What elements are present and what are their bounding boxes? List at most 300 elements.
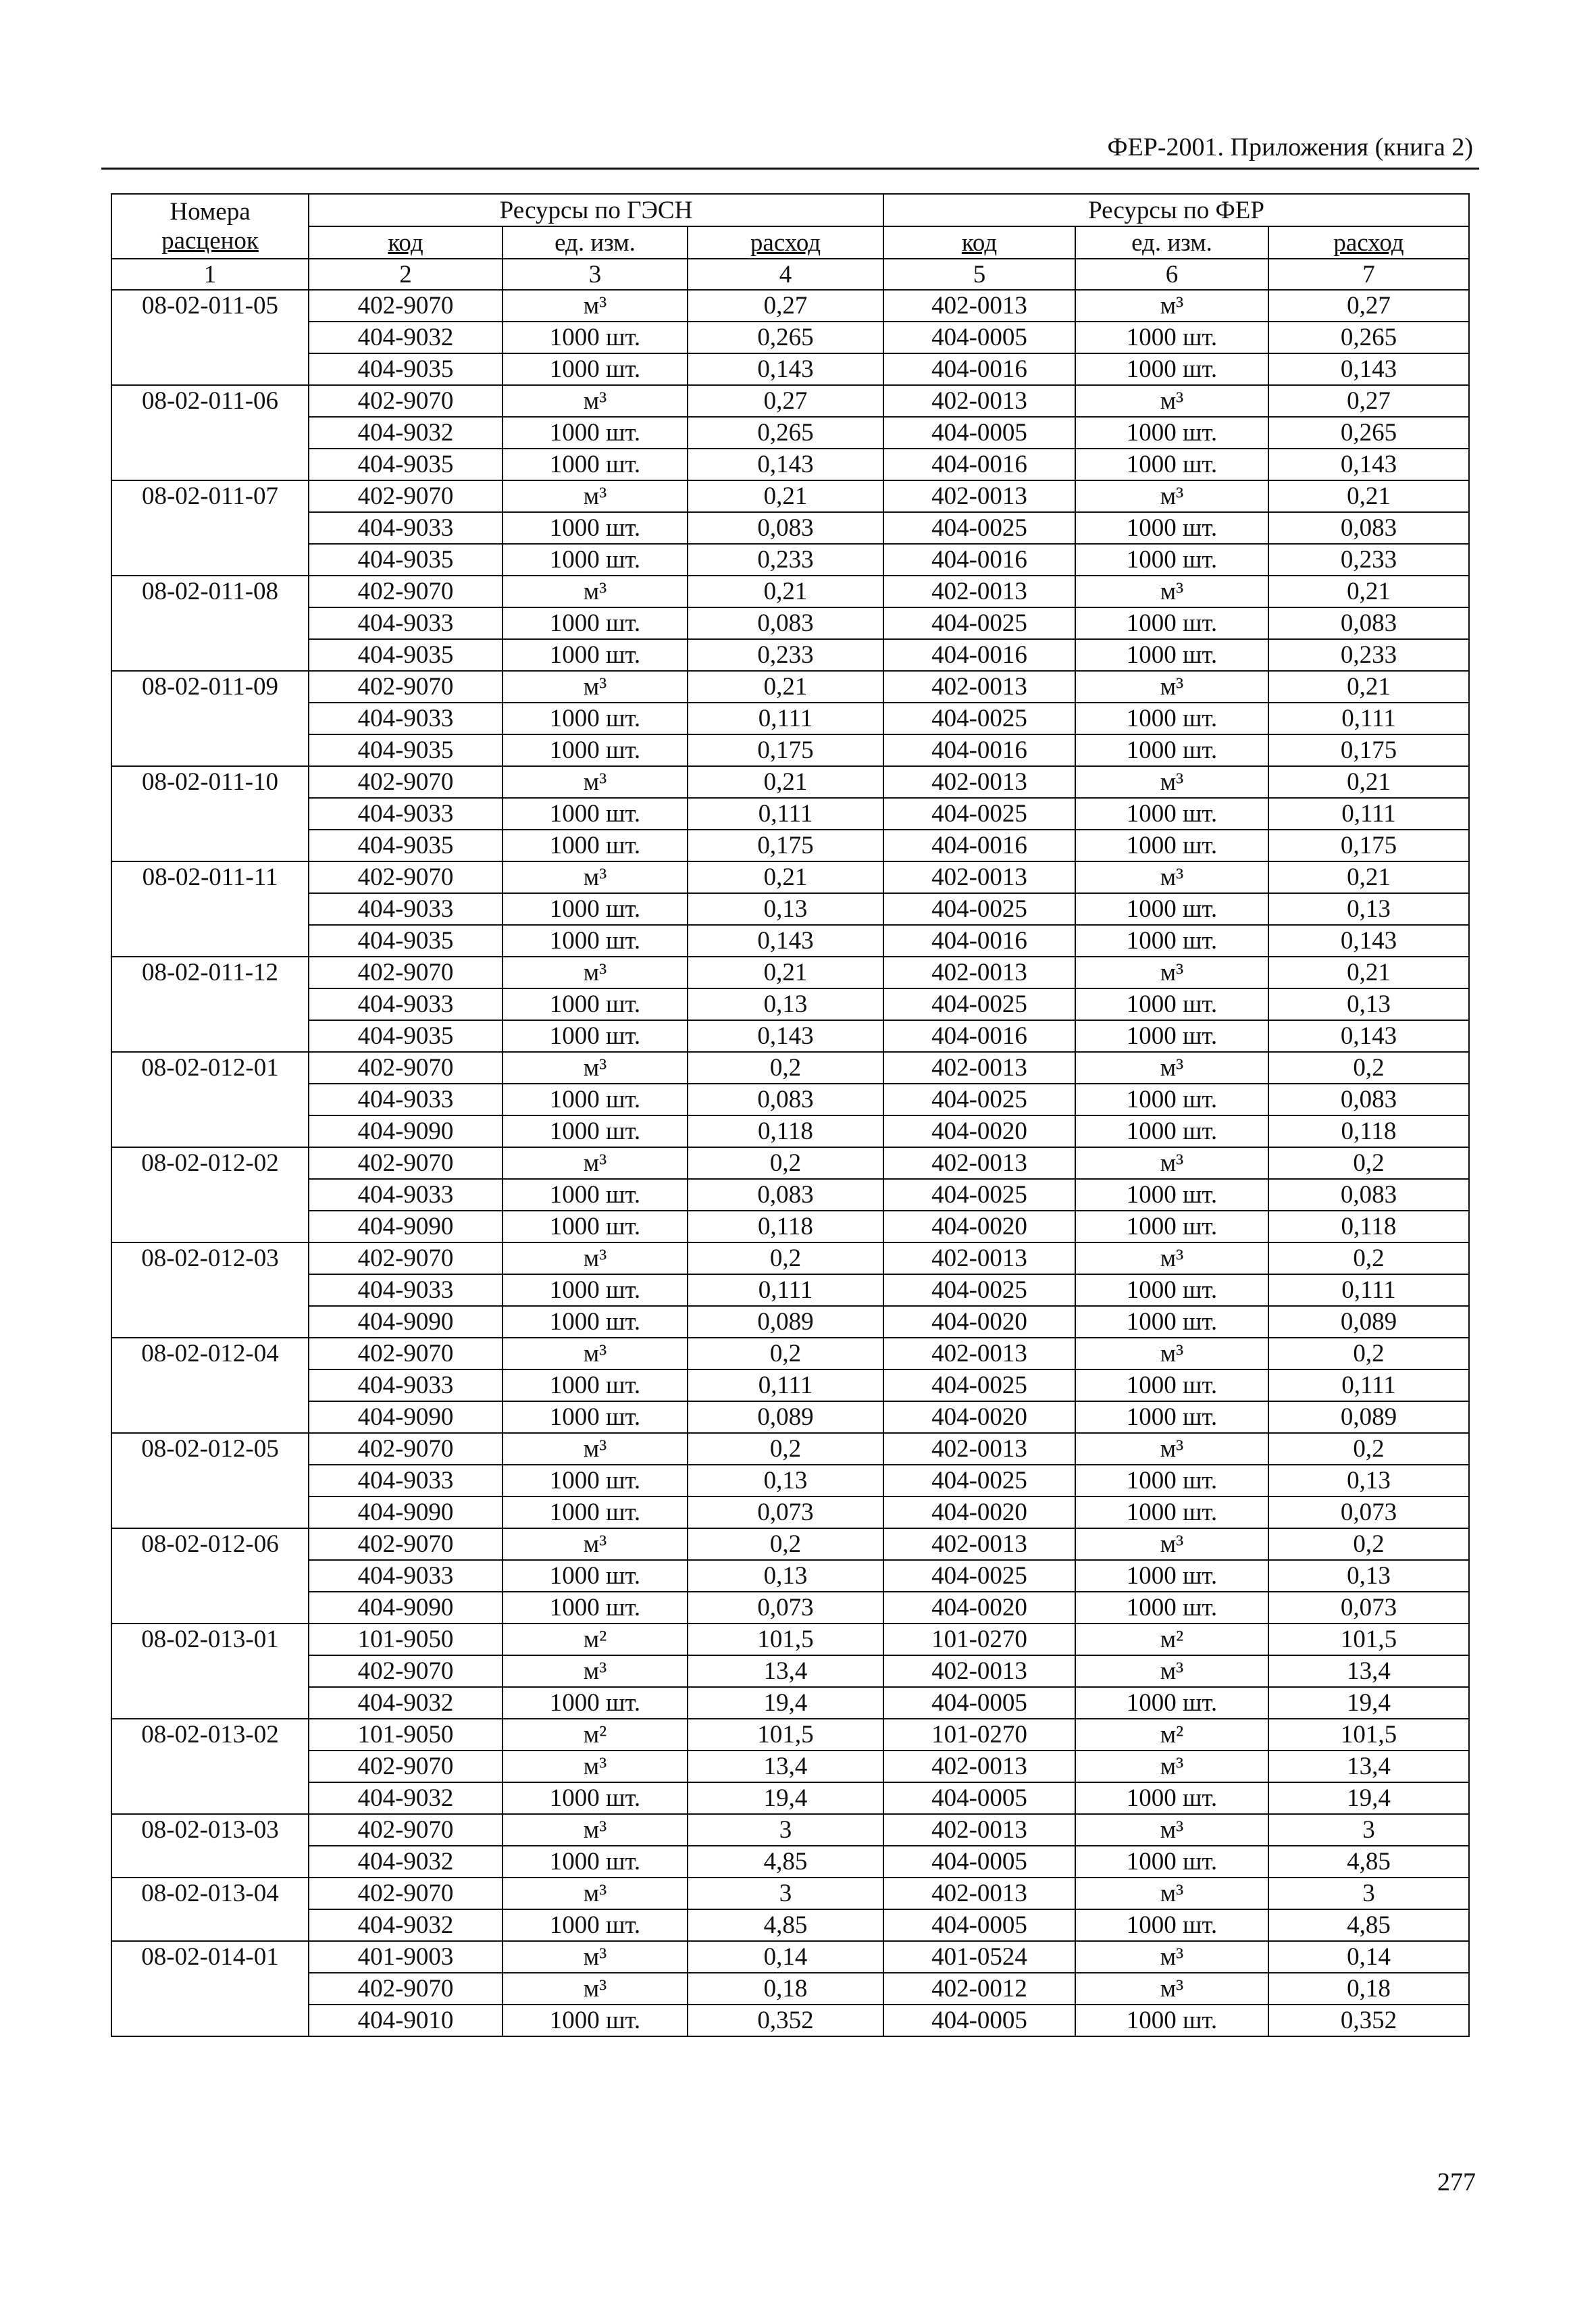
fer-amount-cell: 0,083 [1268, 1179, 1469, 1211]
fer-amount-cell: 0,13 [1268, 988, 1469, 1020]
gesn-amount-cell: 0,233 [688, 544, 883, 576]
gesn-code-cell: 402-9070 [309, 1655, 503, 1687]
gesn-code-cell: 404-9033 [309, 988, 503, 1020]
fer-unit-cell: 1000 шт. [1075, 2005, 1268, 2036]
gesn-unit-cell: 1000 шт. [503, 1306, 688, 1338]
table-row [111, 1592, 1469, 1624]
fer-amount-cell: 0,073 [1268, 1496, 1469, 1528]
gesn-code-cell: 404-9032 [309, 1846, 503, 1878]
fer-amount-cell: 19,4 [1268, 1687, 1469, 1719]
gesn-code-cell: 101-9050 [309, 1719, 503, 1751]
column-number: 2 [309, 259, 503, 290]
rate-number-cell: 08-02-013-01 [111, 1624, 309, 1719]
fer-amount-cell: 0,089 [1268, 1306, 1469, 1338]
fer-code-cell: 404-0016 [883, 639, 1075, 671]
fer-unit-cell: 1000 шт. [1075, 449, 1268, 480]
table-row [111, 925, 1469, 957]
fer-amount-cell: 0,233 [1268, 544, 1469, 576]
gesn-unit-cell: м³ [503, 1528, 688, 1560]
gesn-amount-cell: 19,4 [688, 1687, 883, 1719]
gesn-amount-cell: 13,4 [688, 1655, 883, 1687]
fer-unit-cell: 1000 шт. [1075, 353, 1268, 385]
fer-code-cell: 404-0020 [883, 1592, 1075, 1624]
gesn-code-cell: 402-9070 [309, 766, 503, 798]
fer-code-cell: 404-0025 [883, 988, 1075, 1020]
rate-number-cell: 08-02-012-03 [111, 1242, 309, 1338]
table-row [111, 2005, 1469, 2036]
gesn-unit-cell: м³ [503, 766, 688, 798]
gesn-code-cell: 404-9090 [309, 1496, 503, 1528]
gesn-code-cell: 101-9050 [309, 1624, 503, 1655]
gesn-code-cell: 404-9033 [309, 798, 503, 830]
fer-code-cell: 402-0013 [883, 290, 1075, 322]
rate-number-cell: 08-02-011-09 [111, 671, 309, 766]
gesn-code-cell: 404-9090 [309, 1115, 503, 1147]
fer-amount-cell: 0,21 [1268, 576, 1469, 607]
fer-unit-cell: 1000 шт. [1075, 1687, 1268, 1719]
gesn-unit-cell: 1000 шт. [503, 1909, 688, 1941]
gesn-code-cell: 402-9070 [309, 576, 503, 607]
fer-code-cell: 404-0016 [883, 449, 1075, 480]
fer-unit-cell: 1000 шт. [1075, 1592, 1268, 1624]
fer-amount-cell: 101,5 [1268, 1719, 1469, 1751]
table-row [111, 417, 1469, 449]
gesn-unit-cell: м³ [503, 1751, 688, 1782]
fer-unit-cell: 1000 шт. [1075, 830, 1268, 861]
resources-table [111, 193, 1470, 2037]
fer-code-cell: 402-0013 [883, 1242, 1075, 1274]
gesn-amount-cell: 0,21 [688, 861, 883, 893]
rate-number-cell: 08-02-013-04 [111, 1878, 309, 1941]
gesn-code-cell: 402-9070 [309, 1528, 503, 1560]
column-number: 4 [688, 259, 883, 290]
fer-amount-cell: 0,2 [1268, 1338, 1469, 1369]
fer-code-cell: 404-0025 [883, 607, 1075, 639]
fer-unit-cell: м³ [1075, 1242, 1268, 1274]
fer-unit-cell: м³ [1075, 766, 1268, 798]
header-row-numbers [111, 259, 1469, 290]
gesn-code-cell: 402-9070 [309, 1751, 503, 1782]
gesn-unit-cell: 1000 шт. [503, 1496, 688, 1528]
fer-code-cell: 404-0020 [883, 1211, 1075, 1242]
table-row [111, 449, 1469, 480]
gesn-code-cell: 402-9070 [309, 290, 503, 322]
table-row [111, 544, 1469, 576]
gesn-code-cell: 404-9033 [309, 607, 503, 639]
table-row [111, 1909, 1469, 1941]
fer-unit-cell: м³ [1075, 1941, 1268, 1973]
fer-code-cell: 404-0005 [883, 1846, 1075, 1878]
fer-amount-cell: 3 [1268, 1814, 1469, 1846]
fer-code-cell: 402-0013 [883, 1655, 1075, 1687]
fer-code-cell: 101-0270 [883, 1719, 1075, 1751]
table-row [111, 353, 1469, 385]
gesn-code-cell: 402-9070 [309, 385, 503, 417]
fer-code-cell: 402-0013 [883, 1878, 1075, 1909]
gesn-unit-cell: 1000 шт. [503, 512, 688, 544]
gesn-unit-cell: м³ [503, 1242, 688, 1274]
table-row [111, 1465, 1469, 1496]
gesn-unit-cell: 1000 шт. [503, 1179, 688, 1211]
fer-amount-cell: 0,089 [1268, 1401, 1469, 1433]
fer-unit-cell: м³ [1075, 1973, 1268, 2005]
fer-unit-cell: м³ [1075, 1052, 1268, 1084]
gesn-code-cell: 404-9090 [309, 1306, 503, 1338]
fer-unit-cell: 1000 шт. [1075, 544, 1268, 576]
fer-amount-cell: 0,2 [1268, 1242, 1469, 1274]
fer-unit-cell: 1000 шт. [1075, 322, 1268, 353]
table-row [111, 1528, 1469, 1560]
gesn-code-cell: 404-9032 [309, 1909, 503, 1941]
gesn-unit-cell: м² [503, 1624, 688, 1655]
gesn-unit-cell: м³ [503, 861, 688, 893]
fer-code-cell: 404-0005 [883, 322, 1075, 353]
fer-amount-cell: 0,18 [1268, 1973, 1469, 2005]
fer-amount-cell: 0,143 [1268, 1020, 1469, 1052]
gesn-unit-cell: м³ [503, 1338, 688, 1369]
gesn-amount-cell: 13,4 [688, 1751, 883, 1782]
fer-unit-cell: 1000 шт. [1075, 512, 1268, 544]
gesn-amount-cell: 0,111 [688, 703, 883, 734]
fer-unit-cell: м² [1075, 1719, 1268, 1751]
column-number: 1 [111, 259, 309, 290]
fer-amount-cell: 0,21 [1268, 766, 1469, 798]
table-row [111, 1433, 1469, 1465]
rate-number-cell: 08-02-011-11 [111, 861, 309, 957]
table-row [111, 1211, 1469, 1242]
gesn-amount-cell: 0,083 [688, 512, 883, 544]
fer-amount-cell: 0,111 [1268, 798, 1469, 830]
header-fer-unit: ед. изм. [1075, 226, 1268, 259]
fer-code-cell: 404-0020 [883, 1496, 1075, 1528]
gesn-unit-cell: 1000 шт. [503, 607, 688, 639]
gesn-unit-cell: 1000 шт. [503, 1782, 688, 1814]
gesn-code-cell: 404-9033 [309, 1560, 503, 1592]
gesn-amount-cell: 0,111 [688, 798, 883, 830]
gesn-code-cell: 404-9035 [309, 830, 503, 861]
table-row [111, 1242, 1469, 1274]
fer-unit-cell: м³ [1075, 1751, 1268, 1782]
table-row [111, 385, 1469, 417]
fer-amount-cell: 0,2 [1268, 1052, 1469, 1084]
fer-code-cell: 404-0005 [883, 1782, 1075, 1814]
fer-code-cell: 402-0013 [883, 1338, 1075, 1369]
gesn-code-cell: 404-9035 [309, 353, 503, 385]
gesn-unit-cell: 1000 шт. [503, 1846, 688, 1878]
fer-code-cell: 402-0013 [883, 861, 1075, 893]
gesn-amount-cell: 0,2 [688, 1528, 883, 1560]
table-row [111, 1941, 1469, 1973]
gesn-unit-cell: 1000 шт. [503, 1211, 688, 1242]
table-row [111, 861, 1469, 893]
gesn-amount-cell: 0,21 [688, 480, 883, 512]
fer-unit-cell: 1000 шт. [1075, 893, 1268, 925]
fer-amount-cell: 101,5 [1268, 1624, 1469, 1655]
table-row [111, 1179, 1469, 1211]
fer-code-cell: 404-0005 [883, 1687, 1075, 1719]
table-row [111, 671, 1469, 703]
gesn-code-cell: 402-9070 [309, 1814, 503, 1846]
fer-unit-cell: 1000 шт. [1075, 1401, 1268, 1433]
table-row [111, 1274, 1469, 1306]
fer-unit-cell: 1000 шт. [1075, 798, 1268, 830]
fer-amount-cell: 0,175 [1268, 830, 1469, 861]
rate-number-cell: 08-02-012-05 [111, 1433, 309, 1528]
fer-amount-cell: 0,143 [1268, 449, 1469, 480]
fer-unit-cell: 1000 шт. [1075, 1465, 1268, 1496]
fer-code-cell: 404-0025 [883, 703, 1075, 734]
gesn-amount-cell: 0,175 [688, 830, 883, 861]
fer-code-cell: 404-0025 [883, 798, 1075, 830]
fer-code-cell: 404-0005 [883, 417, 1075, 449]
gesn-unit-cell: м³ [503, 576, 688, 607]
table-body [111, 290, 1469, 2036]
fer-amount-cell: 0,118 [1268, 1115, 1469, 1147]
gesn-amount-cell: 0,14 [688, 1941, 883, 1973]
fer-unit-cell: 1000 шт. [1075, 703, 1268, 734]
gesn-unit-cell: м³ [503, 290, 688, 322]
gesn-unit-cell: 1000 шт. [503, 798, 688, 830]
table-row [111, 830, 1469, 861]
fer-amount-cell: 0,27 [1268, 290, 1469, 322]
gesn-unit-cell: 1000 шт. [503, 1115, 688, 1147]
gesn-unit-cell: м³ [503, 1941, 688, 1973]
gesn-amount-cell: 0,089 [688, 1401, 883, 1433]
gesn-amount-cell: 0,2 [688, 1338, 883, 1369]
gesn-code-cell: 404-9035 [309, 544, 503, 576]
page-header-title: ФЕР-2001. Приложения (книга 2) [1107, 133, 1473, 161]
fer-amount-cell: 0,21 [1268, 957, 1469, 988]
fer-unit-cell: 1000 шт. [1075, 988, 1268, 1020]
gesn-amount-cell: 0,2 [688, 1052, 883, 1084]
fer-amount-cell: 13,4 [1268, 1751, 1469, 1782]
fer-code-cell: 402-0012 [883, 1973, 1075, 2005]
rate-number-cell: 08-02-011-12 [111, 957, 309, 1052]
header-gesn-code: код [309, 226, 503, 259]
table-row [111, 512, 1469, 544]
fer-amount-cell: 0,118 [1268, 1211, 1469, 1242]
gesn-code-cell: 404-9035 [309, 1020, 503, 1052]
header-row-columns [111, 226, 1469, 259]
fer-unit-cell: м³ [1075, 1147, 1268, 1179]
gesn-code-cell: 404-9033 [309, 1274, 503, 1306]
fer-code-cell: 402-0013 [883, 385, 1075, 417]
fer-amount-cell: 0,083 [1268, 512, 1469, 544]
fer-unit-cell: 1000 шт. [1075, 1909, 1268, 1941]
table-row [111, 1687, 1469, 1719]
fer-code-cell: 404-0016 [883, 925, 1075, 957]
gesn-unit-cell: 1000 шт. [503, 1020, 688, 1052]
fer-code-cell: 404-0016 [883, 544, 1075, 576]
fer-code-cell: 402-0013 [883, 1433, 1075, 1465]
gesn-unit-cell: м³ [503, 1433, 688, 1465]
fer-code-cell: 404-0016 [883, 353, 1075, 385]
header-gesn-amount: расход [688, 226, 883, 259]
fer-unit-cell: м³ [1075, 1528, 1268, 1560]
gesn-amount-cell: 0,18 [688, 1973, 883, 2005]
fer-unit-cell: 1000 шт. [1075, 1846, 1268, 1878]
table-row [111, 1496, 1469, 1528]
rate-number-cell: 08-02-012-06 [111, 1528, 309, 1624]
gesn-amount-cell: 101,5 [688, 1719, 883, 1751]
fer-code-cell: 402-0013 [883, 1528, 1075, 1560]
fer-code-cell: 404-0025 [883, 1179, 1075, 1211]
gesn-amount-cell: 0,2 [688, 1147, 883, 1179]
gesn-code-cell: 402-9070 [309, 1878, 503, 1909]
fer-code-cell: 404-0016 [883, 830, 1075, 861]
table-row [111, 576, 1469, 607]
fer-code-cell: 402-0013 [883, 957, 1075, 988]
fer-amount-cell: 0,352 [1268, 2005, 1469, 2036]
table-row [111, 322, 1469, 353]
gesn-code-cell: 404-9035 [309, 925, 503, 957]
gesn-code-cell: 404-9033 [309, 703, 503, 734]
table-row [111, 1084, 1469, 1115]
fer-amount-cell: 0,14 [1268, 1941, 1469, 1973]
page-number: 277 [1437, 2168, 1476, 2196]
rate-number-cell: 08-02-011-05 [111, 290, 309, 385]
fer-code-cell: 404-0025 [883, 893, 1075, 925]
fer-amount-cell: 0,083 [1268, 1084, 1469, 1115]
fer-code-cell: 402-0013 [883, 576, 1075, 607]
table-row [111, 1878, 1469, 1909]
table-row [111, 290, 1469, 322]
gesn-unit-cell: 1000 шт. [503, 1465, 688, 1496]
fer-unit-cell: 1000 шт. [1075, 1274, 1268, 1306]
gesn-code-cell: 402-9070 [309, 1242, 503, 1274]
rate-number-cell: 08-02-013-03 [111, 1814, 309, 1878]
gesn-amount-cell: 19,4 [688, 1782, 883, 1814]
gesn-amount-cell: 0,13 [688, 893, 883, 925]
gesn-unit-cell: 1000 шт. [503, 1084, 688, 1115]
gesn-unit-cell: 1000 шт. [503, 734, 688, 766]
fer-amount-cell: 0,2 [1268, 1147, 1469, 1179]
rate-number-cell: 08-02-011-10 [111, 766, 309, 861]
table-row [111, 1115, 1469, 1147]
fer-unit-cell: 1000 шт. [1075, 734, 1268, 766]
gesn-unit-cell: м³ [503, 385, 688, 417]
fer-amount-cell: 0,111 [1268, 1274, 1469, 1306]
fer-unit-cell: м³ [1075, 385, 1268, 417]
table-row [111, 893, 1469, 925]
rate-number-cell: 08-02-012-02 [111, 1147, 309, 1242]
gesn-unit-cell: 1000 шт. [503, 353, 688, 385]
rate-number-cell: 08-02-011-07 [111, 480, 309, 576]
table-row [111, 639, 1469, 671]
gesn-code-cell: 402-9070 [309, 1052, 503, 1084]
column-number: 3 [503, 259, 688, 290]
gesn-code-cell: 404-9032 [309, 1782, 503, 1814]
fer-code-cell: 404-0005 [883, 1909, 1075, 1941]
fer-amount-cell: 0,175 [1268, 734, 1469, 766]
fer-amount-cell: 3 [1268, 1878, 1469, 1909]
fer-amount-cell: 0,111 [1268, 703, 1469, 734]
gesn-amount-cell: 0,111 [688, 1369, 883, 1401]
gesn-code-cell: 402-9070 [309, 1433, 503, 1465]
gesn-code-cell: 402-9070 [309, 1973, 503, 2005]
gesn-code-cell: 404-9033 [309, 1084, 503, 1115]
header-gesn-unit: ед. изм. [503, 226, 688, 259]
gesn-unit-cell: м³ [503, 1973, 688, 2005]
gesn-unit-cell: 1000 шт. [503, 1560, 688, 1592]
rate-number-cell: 08-02-013-02 [111, 1719, 309, 1814]
table-row [111, 1369, 1469, 1401]
gesn-unit-cell: м³ [503, 957, 688, 988]
header-fer-amount: расход [1268, 226, 1469, 259]
fer-code-cell: 404-0016 [883, 734, 1075, 766]
fer-unit-cell: м³ [1075, 861, 1268, 893]
fer-amount-cell: 0,27 [1268, 385, 1469, 417]
table-row [111, 1338, 1469, 1369]
fer-code-cell: 402-0013 [883, 1147, 1075, 1179]
gesn-amount-cell: 0,265 [688, 417, 883, 449]
gesn-code-cell: 404-9033 [309, 1465, 503, 1496]
table-row [111, 1846, 1469, 1878]
fer-amount-cell: 0,21 [1268, 671, 1469, 703]
gesn-unit-cell: 1000 шт. [503, 1687, 688, 1719]
fer-unit-cell: 1000 шт. [1075, 1020, 1268, 1052]
header-rate-numbers [111, 194, 309, 259]
gesn-code-cell: 402-9070 [309, 671, 503, 703]
gesn-amount-cell: 0,13 [688, 1560, 883, 1592]
fer-unit-cell: м³ [1075, 1655, 1268, 1687]
gesn-unit-cell: м³ [503, 1878, 688, 1909]
table-row [111, 1655, 1469, 1687]
fer-unit-cell: 1000 шт. [1075, 1782, 1268, 1814]
gesn-unit-cell: 1000 шт. [503, 1274, 688, 1306]
rate-number-cell: 08-02-011-06 [111, 385, 309, 480]
table-row [111, 1147, 1469, 1179]
gesn-amount-cell: 0,21 [688, 671, 883, 703]
gesn-unit-cell: м³ [503, 1052, 688, 1084]
gesn-code-cell: 404-9032 [309, 1687, 503, 1719]
fer-unit-cell: 1000 шт. [1075, 1306, 1268, 1338]
fer-amount-cell: 0,143 [1268, 925, 1469, 957]
fer-unit-cell: м³ [1075, 290, 1268, 322]
header-rate-numbers-line2: расценок [161, 227, 259, 255]
fer-code-cell: 402-0013 [883, 480, 1075, 512]
table-row [111, 957, 1469, 988]
gesn-unit-cell: 1000 шт. [503, 1369, 688, 1401]
gesn-code-cell: 401-9003 [309, 1941, 503, 1973]
gesn-amount-cell: 0,083 [688, 607, 883, 639]
header-rate-numbers-line1: Номера [170, 198, 251, 226]
fer-unit-cell: 1000 шт. [1075, 1211, 1268, 1242]
gesn-amount-cell: 0,233 [688, 639, 883, 671]
table-row [111, 1401, 1469, 1433]
gesn-amount-cell: 0,083 [688, 1179, 883, 1211]
column-number: 6 [1075, 259, 1268, 290]
gesn-unit-cell: м² [503, 1719, 688, 1751]
fer-unit-cell: 1000 шт. [1075, 1179, 1268, 1211]
gesn-code-cell: 402-9070 [309, 957, 503, 988]
fer-code-cell: 101-0270 [883, 1624, 1075, 1655]
fer-amount-cell: 0,21 [1268, 861, 1469, 893]
fer-amount-cell: 0,2 [1268, 1433, 1469, 1465]
fer-amount-cell: 4,85 [1268, 1846, 1469, 1878]
fer-unit-cell: м³ [1075, 576, 1268, 607]
gesn-amount-cell: 0,143 [688, 353, 883, 385]
fer-code-cell: 402-0013 [883, 766, 1075, 798]
gesn-amount-cell: 0,143 [688, 925, 883, 957]
fer-unit-cell: м² [1075, 1624, 1268, 1655]
gesn-amount-cell: 0,073 [688, 1496, 883, 1528]
gesn-unit-cell: 1000 шт. [503, 417, 688, 449]
gesn-unit-cell: м³ [503, 1814, 688, 1846]
gesn-amount-cell: 0,21 [688, 576, 883, 607]
fer-amount-cell: 0,111 [1268, 1369, 1469, 1401]
fer-code-cell: 404-0025 [883, 1369, 1075, 1401]
